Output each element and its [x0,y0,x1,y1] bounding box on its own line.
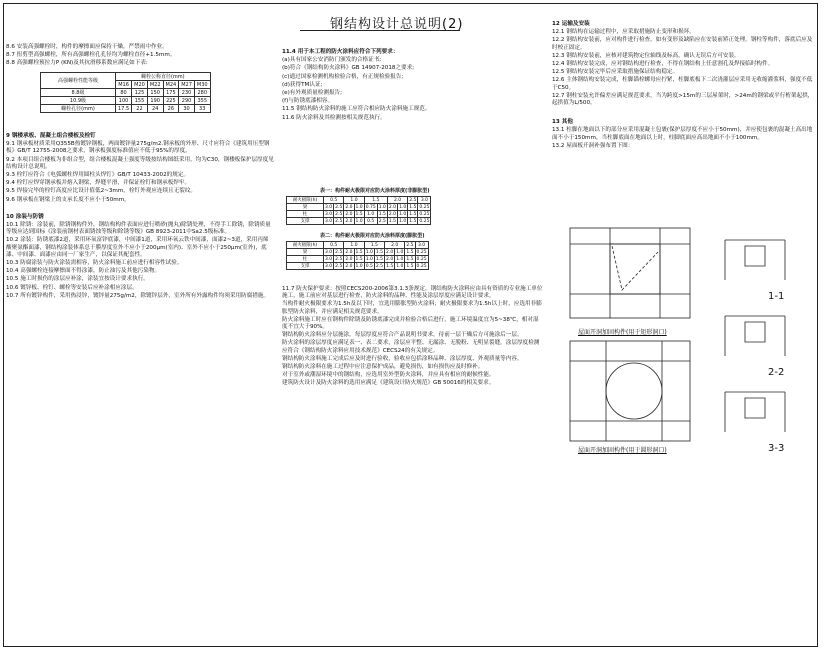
cell: 2.5 [335,211,343,217]
section-heading: 13 其他 [552,119,573,126]
value-cell: 155 [132,97,148,105]
note: 12.2 钢结构安装前，应对构件进行检查，如有变形及缺陷应在安装前矫正处理。钢柱等构件，落底后应及时校正固定。 [552,37,813,51]
value-cell: 17.5 [116,105,132,113]
header-cell: 3.0 [415,242,428,249]
grade-cell: 8.8级 [41,89,116,97]
cell: 1.5 [409,218,417,224]
value-cell: 150 [147,89,163,97]
cell: 1.5 [378,211,386,217]
table-row [41,89,211,97]
grade-cell: 10.9级 [41,97,116,105]
column-1 [6,44,274,69]
cell: 0.25 [416,256,427,262]
cell: 1.5 [375,256,384,262]
note-8-8: 8.8 高强螺栓预拉力P (KN)及其抗滑移系数应满足如下表: [6,60,148,67]
value-cell: 30 [179,105,195,113]
cell: 3.0 [325,263,333,269]
table-row [287,263,429,270]
fire-table-1 [286,196,431,225]
value-cell: 24 [147,105,163,113]
value-cell: 80 [116,89,132,97]
note: 钢结构防火涂料施工完成后应及时进行验收，验收应包括涂料品种、涂层厚度、外观质量等内容。 [282,355,523,362]
header-cell: 耐火极限(h) [287,242,324,249]
rect-opening [610,244,660,294]
cell: 1.0 [399,211,407,217]
cell: 3.0 [325,256,333,262]
cell: 2.5 [335,204,343,210]
cell: 梁 [287,249,324,256]
note: 13.1 柱脚在地面以下的部分应采用混凝土包裹(保护层厚度不应小于50mm)，并应使包裹的混凝土高出地面不小于150mm，当柱脚底面在地面以上时，柱脚底面应高出地面不小于100mm。 [552,127,813,141]
detail-drawings [550,216,816,476]
section-heading: 9 钢楼承板、混凝土组合楼板及栓钉 [6,133,96,139]
cell: 3.0 [325,204,333,210]
value-cell: 175 [163,89,179,97]
cell: 2.0 [345,263,353,269]
cell: 2.5 [335,256,343,262]
value-cell: 125 [132,89,148,97]
table-row [287,204,431,211]
cell: 0.25 [419,218,430,224]
cell: 1.0 [396,256,404,262]
note: 12.1 钢结构在运输过程中，应采取措施防止变形和损坏。 [552,29,695,36]
cell: 1.5 [355,249,363,255]
section-label-3: 3-3 [768,443,785,454]
cell: 2.0 [386,256,394,262]
section-heading: 11.4 用于本工程的防火涂料应符合下列要求： [282,49,399,55]
roof-panel-outline [570,228,690,318]
note: 12.3 钢结构安装前，应核对建筑物定位轴线及标高，确认无误后方可安装。 [552,52,740,59]
cell: 2.0 [345,204,353,210]
section-label-2: 2-2 [768,367,785,378]
note: 当构件耐火极限要求为1.5h及以下时，宜选用膨胀型防火涂料；耐火极限要求为1.5h以上时，应选用非膨胀型防火涂料，并应满足相关规范要求。 [282,301,542,315]
note: 建筑防火设计及防火涂料的选用应满足《建筑设计防火规范》GB 50016的相关要求。 [282,380,495,387]
cell: 梁 [287,204,324,211]
table-row [287,256,429,263]
note: 钢结构防火涂料在施工过程中应注意保护成品，避免损伤，如有损伤应及时修补。 [282,364,484,371]
value-cell: 22 [132,105,148,113]
value-cell: 280 [194,89,210,97]
note: 12.4 钢结构安装完成，应对钢结构进行检查，不得在钢结构上任意割孔及焊接临时构件。 [552,61,774,68]
value-cell: 290 [179,97,195,105]
note: 9.2 本项目组合楼板为非组合型，组合楼板混凝土强度等级按结构图纸采用，均为C30，钢楼板保护层厚度见结构设计总说明。 [6,156,274,170]
cell: 1.5 [375,249,384,255]
section-9 [6,128,274,301]
cell: 1.5 [406,256,414,262]
table-caption: 表一：构件耐火极限对应防火涂料厚度(非膨胀型) [320,188,430,194]
note: 10.6 镀锌板、栓钉、螺栓等安装后应补涂相应涂层。 [6,284,138,291]
section-heading: 12 运输及安装 [552,21,590,27]
column-3 [552,16,814,151]
note: 12.5 钢结构安装完毕后应采取措施保证结构稳定。 [552,69,679,76]
note: (c)通过国家检测机构检验合格，有正规检验报告; [282,73,404,80]
note: 9.6 钢承板在钢梁上的支承长度不应小于50mm。 [6,196,130,203]
cell: 3.0 [325,211,333,217]
table-row [287,218,431,225]
header-cell: 1.0 [344,197,364,204]
title-underline [300,30,460,31]
cell: 1.5 [409,204,417,210]
cell: 1.0 [396,249,404,255]
cell: 1.5 [409,211,417,217]
cell: 2.5 [335,249,343,255]
note: 防火涂料的涂层厚度应满足表一、表二要求，涂层应平整、无漏涂、无脱粉、无明显裂缝，涂层厚度检测应符合《钢结构防火涂料应用技术规范》CECS24的有关规定。 [282,340,540,354]
note: 对于室外或潮湿环境中的钢结构，应选用室外型防火涂料，并应具有相应的耐候性能。 [282,372,495,379]
cell: 1.0 [378,204,386,210]
value-cell: 190 [147,97,163,105]
section-3-drawing [725,392,785,432]
note: 11.5 钢结构防火涂料的施工应符合相应防火涂料施工规范。 [282,106,431,113]
cell: 1.0 [355,218,363,224]
section-1-drawing [725,240,785,280]
circular-opening [606,363,662,419]
grade-cell: 螺栓孔径(mm) [41,105,116,113]
note: 9.3 栓钉应符合《电弧螺柱焊用圆柱头焊钉》GB/T 10433-2002的规定。 [6,172,190,179]
cell: 2.0 [345,256,353,262]
cell: 2.5 [375,263,384,269]
section-11-continued [282,286,544,389]
table-row [287,249,429,256]
detail-title-rect: 屋面开洞加固构件(用于矩形洞口) [578,329,667,336]
note: 9.5 焊接完毕的栓钉高度应比设计值低2~3mm，栓钉外观应连续且无裂纹。 [6,188,197,195]
header-cell: 3.0 [418,197,431,204]
note-8-6: 8.6 安装高强螺栓时，构件的摩擦面应保持干燥，严禁雨中作业。 [6,44,168,50]
cell: 1.0 [355,263,363,269]
size-cell: M27 [179,81,195,89]
header-cell: 2.0 [385,242,405,249]
note: 10.7 所有镀锌构件，采用热浸锌，镀锌量275g/m2，除镀锌层外，室外所有外露构件均须采用防腐措施。 [6,292,270,299]
roof-panel-outline [570,341,690,441]
header-cell: 1.5 [364,242,384,249]
cell: 2.0 [345,218,353,224]
bolt-strength-table [40,72,211,113]
value-cell: 33 [194,105,210,113]
cell: 2.5 [335,218,343,224]
cell: 3.0 [325,218,333,224]
cell: 2.5 [335,263,343,269]
header-cell: 1.5 [364,197,387,204]
header-cell: 0.5 [324,242,344,249]
note: 10.1 除锈：涂装前，除锈钢构件外，钢结构构件表面应进行喷砂(抛丸)除锈处理，不得手工除锈，除锈质量等级应达到国标《涂装前钢材表面锈蚀等级和除锈等级》GB 8923-2011中Sa2.5级标准。 [6,222,271,236]
value-cell: 26 [163,105,179,113]
note: 钢结构防火涂料应分层施涂，每层厚度应符合产品说明书要求，待前一层干燥后方可施涂后一层。 [282,332,523,339]
cell: 3.0 [325,249,333,255]
note: 9.1 钢承板材质采用Q355B热镀锌钢板，两面镀锌量275g/m2.钢承板的外形、尺寸应符合《建筑用压型钢板》GB/T 12755-2008之要求，钢承板强度标准值应不低于95%的厚度。 [6,141,270,155]
column-2 [282,44,544,123]
cell: 0.5 [364,218,377,225]
note: 11.7 防火保护要求：按照CECS200-2006第3.1.3条规定，钢结构防火涂料应由具有资质的专业施工单位施工，施工前应对基层进行检查，防火涂料的品种、性能及涂层厚度应满足设计要求。 [282,286,543,300]
section-label-1: 1-1 [768,291,785,302]
cell: 0.25 [419,211,430,217]
cell: 0.25 [419,204,430,210]
table-row [41,97,211,105]
table-header-row [287,242,429,249]
table-header-row [287,197,431,204]
header-cell: 2.0 [387,197,407,204]
cell: 0.5 [365,263,373,269]
note: 12.6 主体钢结构安装完成，柱脚锚栓螺母应拧紧，柱脚底板下二次浇灌层应采用无收缩灌浆料，强度不低于C50。 [552,77,813,91]
section-heading: 10 涂装与防锈 [6,213,44,220]
value-cell: 100 [116,97,132,105]
header-cell: 0.5 [324,197,344,204]
header-cell: 耐火极限(h) [287,197,324,204]
note: 11.6 防火涂料及其检测按相关规范执行。 [282,114,386,121]
note: 12.7 钢柱安装允许偏差应满足规范要求，当为跨度>15m的三层屋架时，>24m的钢梁或平行桁架起拱，起拱值为L/500。 [552,92,814,107]
cell: 柱 [287,211,324,218]
cell: 1.0 [399,218,407,224]
table-row [287,211,431,218]
cell: 1.5 [388,218,397,224]
cell: 1.0 [365,256,373,262]
size-cell: M22 [147,81,163,89]
size-cell: M24 [163,81,179,89]
note: (b)符合《钢结构防火涂料》GB 14907-2018之要求; [282,65,415,72]
table-caption: 表二：构件耐火极限对应防火涂料厚度(膨胀型) [320,233,425,239]
cell: 2.0 [345,211,353,217]
note: 10.2 涂装：防锈底漆2道，采用环氧富锌底漆，中间漆1道，采用环氧云铁中间漆，面漆2~3道，采用丙烯酸聚氨酯面漆，钢结构涂装体系总干膜厚度室外不应小于200μm(室内)、室外不应小于250μm(室外)，底漆、中间漆、面漆应由同一厂家生产，以保证其配套性。 [6,237,269,258]
note: (a)具有国家公安消防门颁发的合格证书; [282,57,382,64]
table-header: 高强螺栓性能等级 [41,73,116,89]
note: (d)获得TM认证; [282,81,323,88]
section-2-drawing [725,316,785,356]
note: 10.3 防腐涂装与防火涂装需相容，防火涂料施工前应进行相容性试验。 [6,260,183,267]
cell: 1.5 [406,263,414,269]
cell: 1.0 [396,263,404,269]
cell: 支撑 [287,218,324,225]
cell: 2.0 [386,249,394,255]
table-header: 螺栓公称直径(mm) [116,73,211,81]
cell: 0.75 [365,204,376,210]
page-title: 钢结构设计总说明(2) [330,17,464,32]
cell: 2.0 [388,211,397,217]
cell: 1.0 [355,204,363,210]
note-8-7: 8.7 扭剪型高强螺栓，所有高强螺栓孔孔径均为螺栓直径+1.5mm。 [6,52,176,59]
table-row [41,105,211,113]
header-cell: 2.5 [409,197,417,203]
cell: 1.0 [365,249,373,255]
note: 13.2 屋面板开洞补强布置下图： [552,142,634,149]
note: 10.4 高强螺栓连接摩擦面不得涂漆，防止油污及其他污染物。 [6,268,161,275]
header-cell: 2.5 [406,242,414,248]
detail-title-circle: 屋面开洞加固构件(用于圆形洞口) [578,447,667,454]
cell: 支撑 [287,263,324,270]
cell: 1.5 [355,211,363,217]
cell: 2.5 [378,218,386,224]
value-cell: 225 [163,97,179,105]
cell: 1.0 [364,211,377,218]
note: (f)与防锈底漆相容。 [282,98,334,105]
size-cell: M30 [194,81,210,89]
cell: 柱 [287,256,324,263]
note: 9.4 栓钉应焊穿钢承板并熔入钢梁，焊缝平滑，并保证栓钉和钢承板焊牢。 [6,180,191,187]
note: 防火涂料施工时应在钢构件除锈及防锈底漆完成并检验合格后进行，施工环境温度宜为5~38℃，相对湿度不宜大于90%。 [282,316,539,331]
cell: 2.0 [345,249,353,255]
size-cell: M16 [116,81,132,89]
header-cell: 1.0 [344,242,364,249]
size-cell: M20 [132,81,148,89]
cell: 1.0 [399,204,407,210]
cell: 1.5 [406,249,414,255]
cell: 0.25 [416,249,427,255]
value-cell: 355 [194,97,210,105]
cell: 1.5 [355,256,363,262]
note: 10.5 施工时损伤的涂层应补涂，涂装宜按设计要求执行。 [6,276,149,283]
value-cell: 230 [179,89,195,97]
cell: 0.25 [416,263,427,269]
cell: 2.0 [388,204,397,210]
cell: 1.5 [386,263,394,269]
fire-table-2 [286,241,429,270]
note: (e)有外观质量检测报告; [282,90,343,97]
